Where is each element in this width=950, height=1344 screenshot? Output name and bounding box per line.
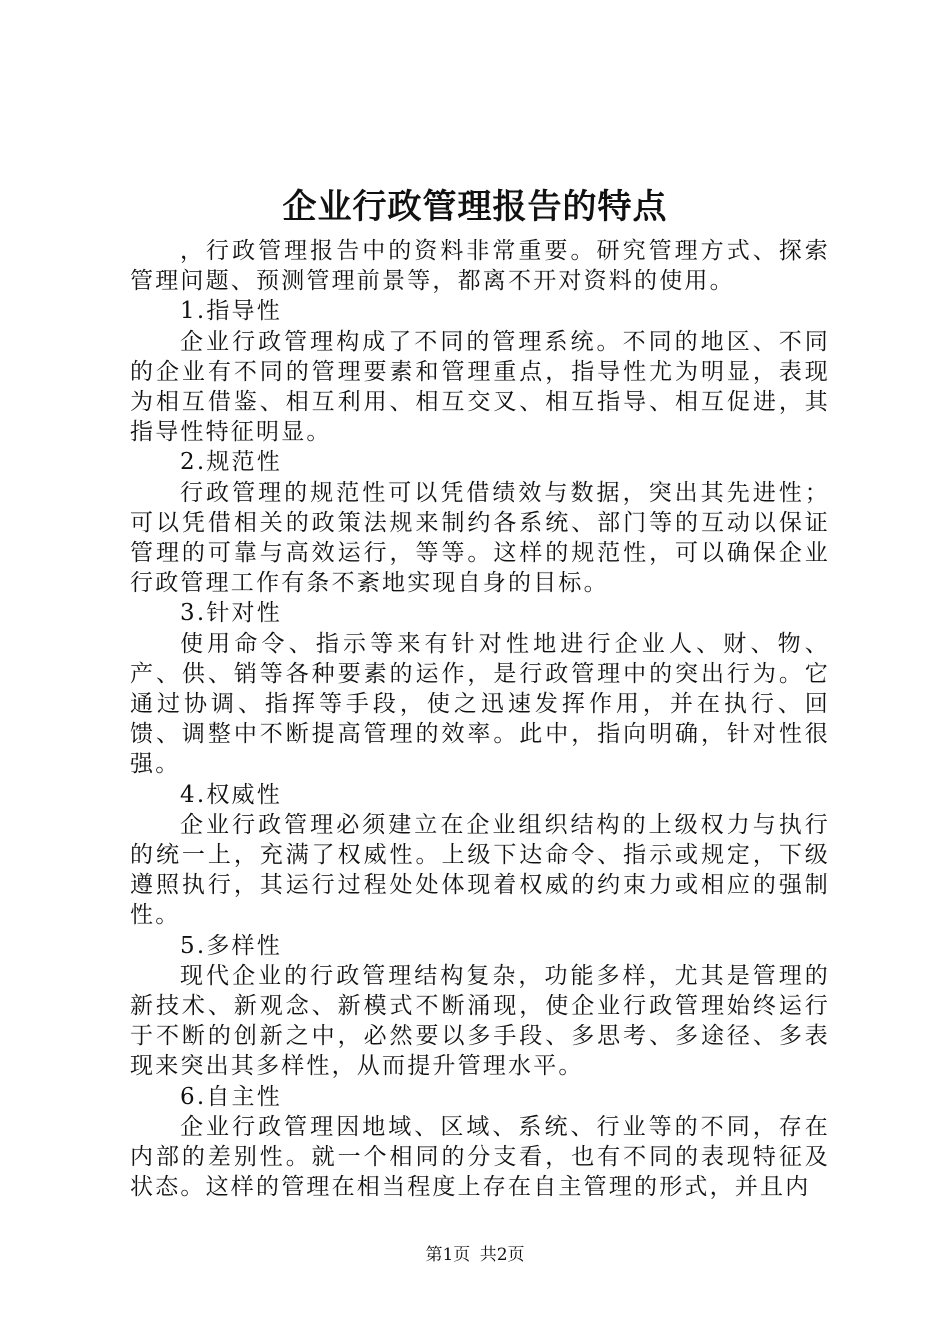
paragraph: 行政管理的规范性可以凭借绩效与数据，突出其先进性；可以凭借相关的政策法规来制约各系统、部门等的互动以保证管理的可靠与高效运行，等等。这样的规范性，可以确保企业行政管理工作有条不紊地实现自身的目标。 <box>130 479 830 597</box>
section-heading: 6.自主性 <box>180 1083 282 1110</box>
paragraph: 使用命令、指示等来有针对性地进行企业人、财、物、产、供、销等各种要素的运作，是行政管理中的突出行为。它通过协调、指挥等手段，使之迅速发挥作用，并在执行、回馈、调整中不断提高管理的效率。此中，指向明确，针对性很强。 <box>130 630 830 778</box>
section-heading: 2.规范性 <box>180 449 282 476</box>
paragraph: ，行政管理报告中的资料非常重要。研究管理方式、探索管理问题、预测管理前景等，都离不开对资料的使用。 <box>130 238 830 295</box>
paragraph: 企业行政管理必须建立在企业组织结构的上级权力与执行的统一上，充满了权威性。上级下达命令、指示或规定，下级遵照执行，其运行过程处处体现着权威的约束力或相应的强制性。 <box>130 811 830 929</box>
document-title: 企业行政管理报告的特点 <box>282 187 668 227</box>
section-heading: 1.指导性 <box>180 298 282 325</box>
section-heading: 5.多样性 <box>180 932 282 959</box>
paragraph: 企业行政管理构成了不同的管理系统。不同的地区、不同的企业有不同的管理要素和管理重点，指导性尤为明显，表现为相互借鉴、相互利用、相互交叉、相互指导、相互促进，其指导性特征明显。 <box>130 328 830 446</box>
section-heading: 4.权威性 <box>180 781 282 808</box>
section-heading: 3.针对性 <box>180 600 282 627</box>
page-footer <box>0 1243 950 1267</box>
paragraph: 现代企业的行政管理结构复杂，功能多样，尤其是管理的新技术、新观念、新模式不断涌现，使企业行政管理始终运行于不断的创新之中，必然要以多手段、多思考、多途径、多表现来突出其多样性，从而提升管理水平。 <box>130 962 830 1080</box>
document-body <box>130 236 830 1203</box>
page-number: 第1页 <box>425 1245 471 1265</box>
page-total: 共2页 <box>479 1245 525 1265</box>
paragraph: 企业行政管理因地域、区域、系统、行业等的不同，存在内部的差别性。就一个相同的分支看，也有不同的表现特征及状态。这样的管理在相当程度上存在自主管理的形式，并且内 <box>130 1113 830 1201</box>
